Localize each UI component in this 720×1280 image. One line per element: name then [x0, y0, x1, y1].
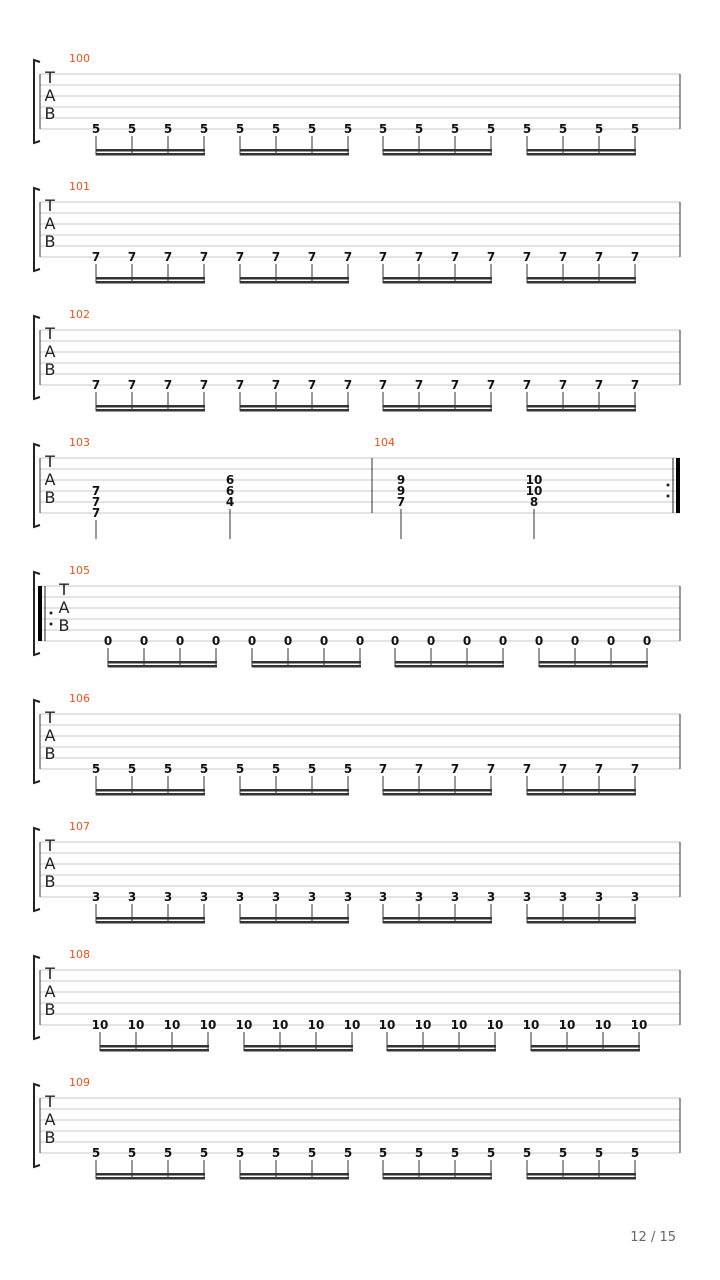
fret-number: 0 — [390, 634, 400, 648]
tab-clef-letter: B — [44, 360, 56, 379]
beam-eighth — [383, 405, 492, 408]
fret-number: 7 — [199, 250, 209, 264]
fret-number: 10 — [343, 1018, 361, 1032]
fret-number: 3 — [127, 890, 137, 904]
beam-sixteenth — [383, 281, 492, 284]
beam-eighth — [96, 789, 205, 792]
beam-sixteenth — [527, 153, 636, 156]
fret-number: 5 — [594, 1146, 604, 1160]
beam-eighth — [395, 661, 504, 664]
fret-number: 7 — [127, 250, 137, 264]
fret-number: 10 — [450, 1018, 468, 1032]
fret-number: 5 — [271, 122, 281, 136]
fret-number: 5 — [163, 762, 173, 776]
fret-number: 5 — [163, 122, 173, 136]
fret-number: 10 — [378, 1018, 396, 1032]
chord-fret-number: 9 — [396, 484, 406, 498]
fret-number: 5 — [235, 122, 245, 136]
fret-number: 10 — [307, 1018, 325, 1032]
beam-eighth — [240, 405, 349, 408]
system-bracket — [34, 1084, 40, 1167]
tab-clef-letter: T — [45, 964, 55, 983]
fret-number: 7 — [307, 378, 317, 392]
fret-number: 7 — [343, 250, 353, 264]
fret-number: 0 — [139, 634, 149, 648]
system-bracket — [34, 188, 40, 271]
tab-clef-letter: A — [44, 86, 56, 105]
beam-eighth — [108, 661, 217, 664]
chord-fret-number: 8 — [529, 495, 539, 509]
beam-eighth — [244, 1045, 353, 1048]
chord-fret-number: 10 — [525, 473, 543, 487]
fret-number: 10 — [414, 1018, 432, 1032]
beam-sixteenth — [96, 409, 205, 412]
fret-number: 5 — [307, 1146, 317, 1160]
beam-sixteenth — [240, 409, 349, 412]
fret-number: 5 — [414, 122, 424, 136]
fret-number: 10 — [522, 1018, 540, 1032]
fret-number: 7 — [91, 378, 101, 392]
beam-sixteenth — [531, 1049, 640, 1052]
fret-number: 0 — [642, 634, 652, 648]
fret-number: 7 — [199, 378, 209, 392]
tab-clef-letter: A — [58, 598, 70, 617]
fret-number: 5 — [378, 122, 388, 136]
fret-number: 0 — [462, 634, 472, 648]
fret-number: 10 — [558, 1018, 576, 1032]
fret-number: 5 — [271, 762, 281, 776]
fret-number: 0 — [570, 634, 580, 648]
fret-number: 7 — [630, 762, 640, 776]
tab-clef-letter: A — [44, 982, 56, 1001]
beam-sixteenth — [96, 1177, 205, 1180]
tab-clef-letter: B — [44, 744, 56, 763]
system-bracket — [34, 444, 40, 527]
fret-number: 7 — [630, 378, 640, 392]
fret-number: 10 — [271, 1018, 289, 1032]
fret-number: 0 — [426, 634, 436, 648]
beam-sixteenth — [96, 793, 205, 796]
fret-number: 5 — [450, 1146, 460, 1160]
fret-number: 7 — [414, 378, 424, 392]
fret-number: 7 — [486, 250, 496, 264]
fret-number: 5 — [522, 1146, 532, 1160]
fret-number: 5 — [235, 762, 245, 776]
fret-number: 7 — [450, 378, 460, 392]
fret-number: 3 — [91, 890, 101, 904]
fret-number: 3 — [486, 890, 496, 904]
fret-number: 0 — [175, 634, 185, 648]
tab-clef-letter: T — [45, 452, 55, 471]
fret-number: 0 — [498, 634, 508, 648]
beam-sixteenth — [527, 921, 636, 924]
system-bracket — [34, 828, 40, 911]
chord-fret-number: 6 — [225, 484, 235, 498]
fret-number: 7 — [163, 378, 173, 392]
tab-clef-letter: B — [44, 1000, 56, 1019]
tab-clef-letter: A — [44, 1110, 56, 1129]
fret-number: 7 — [558, 250, 568, 264]
system-bracket — [34, 60, 40, 143]
fret-number: 0 — [355, 634, 365, 648]
fret-number: 10 — [486, 1018, 504, 1032]
repeat-dot — [667, 495, 670, 498]
measure-number: 106 — [69, 692, 90, 705]
fret-number: 10 — [594, 1018, 612, 1032]
beam-eighth — [383, 277, 492, 280]
beam-eighth — [527, 917, 636, 920]
fret-number: 7 — [414, 250, 424, 264]
beam-eighth — [531, 1045, 640, 1048]
measure-number: 103 — [69, 436, 90, 449]
fret-number: 3 — [163, 890, 173, 904]
fret-number: 7 — [594, 378, 604, 392]
repeat-start-thick-bar — [38, 586, 42, 641]
tab-clef-letter: B — [44, 872, 56, 891]
tab-clef-letter: T — [45, 1092, 55, 1111]
fret-number: 0 — [606, 634, 616, 648]
system-bracket — [34, 316, 40, 399]
fret-number: 7 — [558, 378, 568, 392]
tab-clef-letter: B — [44, 488, 56, 507]
beam-sixteenth — [527, 409, 636, 412]
fret-number: 7 — [486, 378, 496, 392]
tab-clef-letter: B — [44, 1128, 56, 1147]
beam-sixteenth — [527, 793, 636, 796]
fret-number: 7 — [486, 762, 496, 776]
beam-eighth — [383, 149, 492, 152]
fret-number: 7 — [378, 378, 388, 392]
fret-number: 5 — [630, 1146, 640, 1160]
fret-number: 5 — [91, 1146, 101, 1160]
fret-number: 10 — [235, 1018, 253, 1032]
fret-number: 10 — [630, 1018, 648, 1032]
beam-sixteenth — [100, 1049, 209, 1052]
fret-number: 7 — [450, 250, 460, 264]
chord-fret-number: 6 — [225, 473, 235, 487]
fret-number: 7 — [450, 762, 460, 776]
beam-eighth — [383, 917, 492, 920]
fret-number: 5 — [630, 122, 640, 136]
tab-clef-letter: A — [44, 726, 56, 745]
beam-eighth — [527, 405, 636, 408]
repeat-dot — [667, 484, 670, 487]
fret-number: 5 — [91, 122, 101, 136]
fret-number: 7 — [522, 762, 532, 776]
fret-number: 7 — [91, 250, 101, 264]
beam-sixteenth — [395, 665, 504, 668]
beam-eighth — [96, 277, 205, 280]
chord-fret-number: 7 — [396, 495, 406, 509]
fret-number: 7 — [271, 250, 281, 264]
measure-number: 104 — [374, 436, 395, 449]
beam-sixteenth — [108, 665, 217, 668]
fret-number: 7 — [414, 762, 424, 776]
fret-number: 0 — [319, 634, 329, 648]
fret-number: 7 — [235, 378, 245, 392]
fret-number: 7 — [235, 250, 245, 264]
fret-number: 0 — [247, 634, 257, 648]
fret-number: 7 — [594, 250, 604, 264]
fret-number: 5 — [307, 762, 317, 776]
repeat-dot — [50, 612, 53, 615]
measure-number: 108 — [69, 948, 90, 961]
beam-eighth — [240, 149, 349, 152]
fret-number: 5 — [163, 1146, 173, 1160]
tab-clef-letter: T — [45, 196, 55, 215]
fret-number: 5 — [558, 122, 568, 136]
fret-number: 10 — [163, 1018, 181, 1032]
beam-sixteenth — [387, 1049, 496, 1052]
chord-fret-number: 10 — [525, 484, 543, 498]
fret-number: 5 — [271, 1146, 281, 1160]
beam-eighth — [240, 1173, 349, 1176]
beam-eighth — [240, 277, 349, 280]
fret-number: 7 — [163, 250, 173, 264]
fret-number: 7 — [307, 250, 317, 264]
fret-number: 7 — [594, 762, 604, 776]
beam-sixteenth — [383, 1177, 492, 1180]
beam-eighth — [100, 1045, 209, 1048]
fret-number: 5 — [522, 122, 532, 136]
tab-clef-letter: T — [45, 836, 55, 855]
fret-number: 7 — [127, 378, 137, 392]
beam-eighth — [539, 661, 648, 664]
measure-number: 102 — [69, 308, 90, 321]
measure-number: 109 — [69, 1076, 90, 1089]
tab-clef-letter: A — [44, 470, 56, 489]
fret-number: 3 — [199, 890, 209, 904]
measure-number: 105 — [69, 564, 90, 577]
beam-eighth — [96, 917, 205, 920]
fret-number: 5 — [127, 122, 137, 136]
fret-number: 5 — [199, 762, 209, 776]
fret-number: 5 — [127, 1146, 137, 1160]
beam-sixteenth — [244, 1049, 353, 1052]
beam-sixteenth — [383, 409, 492, 412]
fret-number: 5 — [343, 122, 353, 136]
fret-number: 0 — [211, 634, 221, 648]
beam-eighth — [96, 1173, 205, 1176]
chord-fret-number: 9 — [396, 473, 406, 487]
beam-sixteenth — [96, 281, 205, 284]
fret-number: 5 — [199, 1146, 209, 1160]
fret-number: 10 — [127, 1018, 145, 1032]
beam-eighth — [527, 277, 636, 280]
fret-number: 3 — [594, 890, 604, 904]
repeat-dot — [50, 623, 53, 626]
tab-clef-letter: A — [44, 214, 56, 233]
beam-sixteenth — [240, 921, 349, 924]
fret-number: 7 — [378, 762, 388, 776]
fret-number: 5 — [378, 1146, 388, 1160]
beam-sixteenth — [96, 153, 205, 156]
fret-number: 5 — [558, 1146, 568, 1160]
tab-clef-letter: B — [44, 104, 56, 123]
beam-sixteenth — [96, 921, 205, 924]
fret-number: 3 — [630, 890, 640, 904]
fret-number: 5 — [486, 1146, 496, 1160]
fret-number: 5 — [91, 762, 101, 776]
beam-sixteenth — [539, 665, 648, 668]
fret-number: 7 — [522, 378, 532, 392]
beam-eighth — [96, 149, 205, 152]
fret-number: 3 — [235, 890, 245, 904]
fret-number: 7 — [558, 762, 568, 776]
fret-number: 3 — [343, 890, 353, 904]
fret-number: 5 — [343, 762, 353, 776]
fret-number: 0 — [283, 634, 293, 648]
tab-clef-letter: A — [44, 342, 56, 361]
fret-number: 10 — [91, 1018, 109, 1032]
tab-clef-letter: B — [58, 616, 70, 635]
fret-number: 5 — [235, 1146, 245, 1160]
fret-number: 7 — [630, 250, 640, 264]
beam-sixteenth — [383, 921, 492, 924]
tab-clef-letter: T — [45, 68, 55, 87]
fret-number: 3 — [558, 890, 568, 904]
fret-number: 5 — [343, 1146, 353, 1160]
beam-eighth — [527, 789, 636, 792]
beam-sixteenth — [240, 281, 349, 284]
beam-sixteenth — [383, 153, 492, 156]
beam-eighth — [527, 149, 636, 152]
fret-number: 5 — [127, 762, 137, 776]
chord-fret-number: 7 — [91, 495, 101, 509]
measure-number: 101 — [69, 180, 90, 193]
fret-number: 0 — [103, 634, 113, 648]
tab-clef-letter: T — [59, 580, 69, 599]
fret-number: 3 — [378, 890, 388, 904]
beam-sixteenth — [240, 1177, 349, 1180]
system-bracket — [34, 700, 40, 783]
beam-sixteenth — [240, 793, 349, 796]
beam-eighth — [240, 789, 349, 792]
tab-clef-letter: T — [45, 324, 55, 343]
fret-number: 3 — [414, 890, 424, 904]
beam-eighth — [383, 789, 492, 792]
repeat-end-thick-bar — [676, 458, 680, 513]
chord-fret-number: 7 — [91, 484, 101, 498]
system-bracket — [34, 956, 40, 1039]
beam-eighth — [252, 661, 361, 664]
measure-number: 107 — [69, 820, 90, 833]
page-number: 12 / 15 — [630, 1230, 676, 1245]
chord-fret-number: 7 — [91, 506, 101, 520]
fret-number: 7 — [343, 378, 353, 392]
fret-number: 10 — [199, 1018, 217, 1032]
fret-number: 5 — [486, 122, 496, 136]
tab-clef-letter: A — [44, 854, 56, 873]
fret-number: 5 — [199, 122, 209, 136]
beam-sixteenth — [527, 1177, 636, 1180]
fret-number: 3 — [271, 890, 281, 904]
fret-number: 5 — [594, 122, 604, 136]
beam-sixteenth — [240, 153, 349, 156]
chord-fret-number: 4 — [225, 495, 235, 509]
beam-eighth — [96, 405, 205, 408]
beam-eighth — [527, 1173, 636, 1176]
fret-number: 3 — [307, 890, 317, 904]
measure-number: 100 — [69, 52, 90, 65]
tab-clef-letter: T — [45, 708, 55, 727]
fret-number: 0 — [534, 634, 544, 648]
beam-sixteenth — [252, 665, 361, 668]
fret-number: 5 — [450, 122, 460, 136]
fret-number: 5 — [414, 1146, 424, 1160]
beam-sixteenth — [383, 793, 492, 796]
fret-number: 5 — [307, 122, 317, 136]
beam-sixteenth — [527, 281, 636, 284]
beam-eighth — [387, 1045, 496, 1048]
fret-number: 3 — [450, 890, 460, 904]
tab-clef-letter: B — [44, 232, 56, 251]
beam-eighth — [240, 917, 349, 920]
fret-number: 7 — [271, 378, 281, 392]
fret-number: 3 — [522, 890, 532, 904]
fret-number: 7 — [522, 250, 532, 264]
fret-number: 7 — [378, 250, 388, 264]
beam-eighth — [383, 1173, 492, 1176]
